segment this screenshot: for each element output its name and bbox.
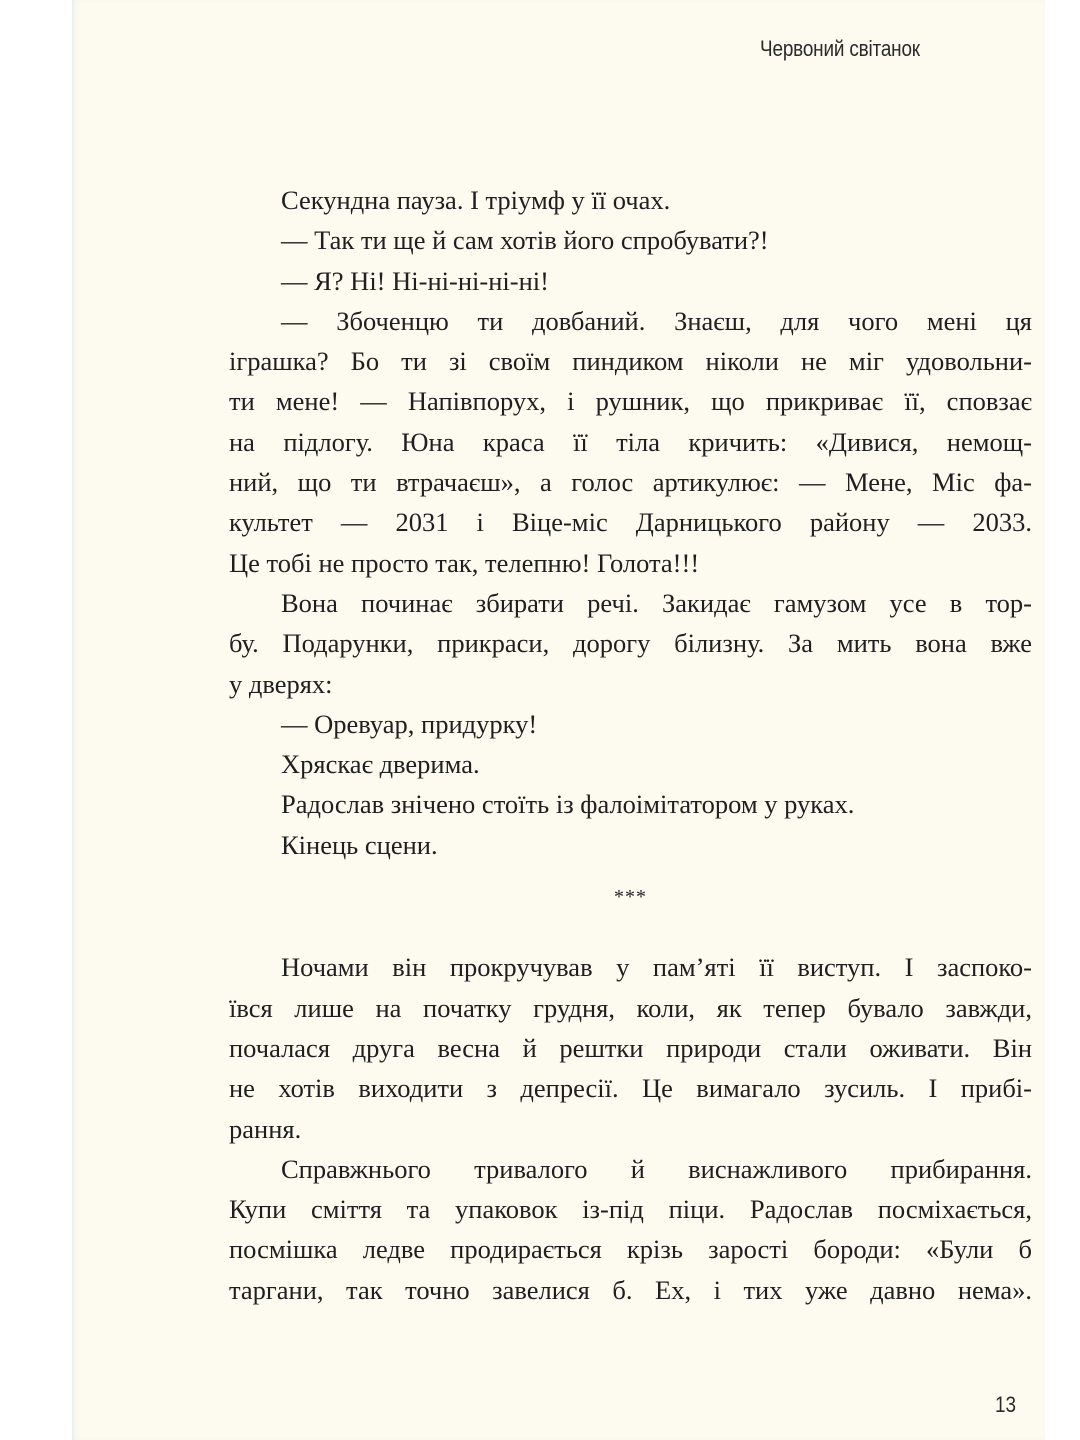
text-line: Це тобі не просто так, телепню! Голота!!! (229, 547, 700, 578)
text-line: Вона починає збирати речі. Закидає гамузом усе в тор- (281, 587, 1032, 618)
text-line: — Оревуар, придурку! (281, 708, 538, 739)
book-page (72, 0, 1045, 1440)
text-line: посмішка ледве продирається крізь зарості бороди: «Були б (229, 1234, 1032, 1265)
text-line: рання. (229, 1113, 302, 1144)
text-line: у дверях: (229, 668, 333, 699)
text-line: бу. Подарунки, прикраси, дорогу білизну. За мить вона вже (229, 628, 1032, 659)
section-1 (229, 180, 1032, 865)
text-line: — Збоченцю ти довбаний. Знаєш, для чого мені ця (281, 305, 1032, 336)
body-text (229, 180, 1032, 1310)
text-line: ний, що ти втрачаєш», а голос артикулює: — Мене, Міс фа- (229, 467, 1032, 498)
text-line: таргани, так точно завелися б. Ех, і тих уже давно нема». (229, 1274, 1032, 1305)
text-line: Купи сміття та упаковок із-під піци. Радослав посміхається, (229, 1194, 1032, 1225)
separator-gap (229, 917, 1032, 947)
text-line: Ночами він прокручував у пам’яті її виступ. І заспоко- (281, 952, 1032, 983)
text-line: Секундна пауза. І тріумф у її очах. (281, 185, 671, 215)
text-line: — Так ти ще й сам хотів його спробувати?! (281, 225, 769, 256)
section-2 (229, 947, 1032, 1310)
text-line: не хотів виходити з депресії. Це вимагало зусиль. І прибі- (229, 1073, 1032, 1104)
running-head: Червоний світанок (760, 36, 920, 61)
text-line: Справжнього тривалого й виснажливого прибирання. (281, 1153, 1032, 1184)
text-line: іграшка? Бо ти зі своїм пиндиком ніколи не міг удовольни- (229, 346, 1032, 377)
text-line: — Я? Ні! Ні-ні-ні-ні-ні! (281, 265, 549, 296)
scene-separator: *** (614, 886, 647, 909)
text-line: Радослав знічено стоїть із фалоімітатором у руках. (281, 789, 855, 820)
text-line: Кінець сцени. (281, 829, 438, 860)
text-line: ти мене! — Напівпорух, і рушник, що прикриває її, сповзає (229, 386, 1032, 417)
text-line: Хряскає дверима. (281, 749, 480, 780)
page-number: 13 (995, 1392, 1017, 1417)
text-line: ївся лише на початку грудня, коли, як тепер бувало завжди, (229, 992, 1032, 1023)
text-line: на підлогу. Юна краса її тіла кричить: «Дивися, немощ- (229, 426, 1032, 457)
text-line: культет — 2031 і Віце-міс Дарницького району — 2033. (229, 507, 1032, 538)
text-line: почалася друга весна й рештки природи стали оживати. Він (229, 1032, 1032, 1063)
